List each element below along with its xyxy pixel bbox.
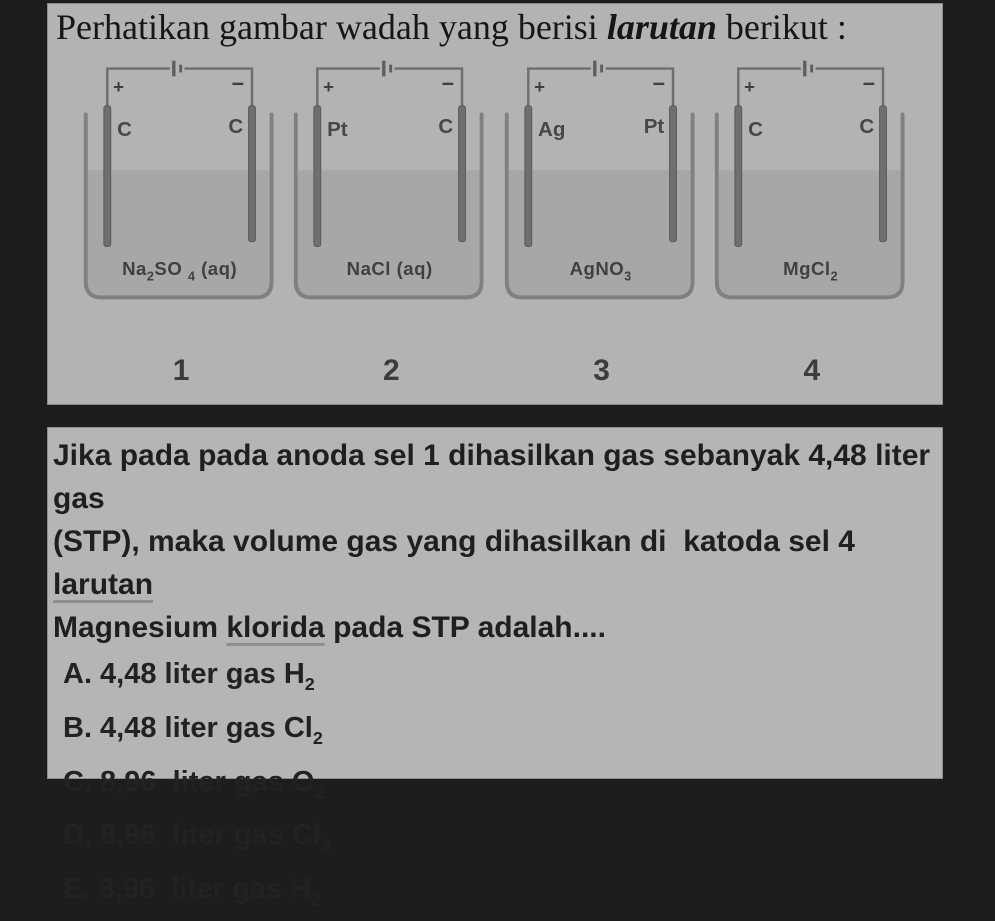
option-subscript: 2: [312, 727, 323, 748]
option-subscript: 2: [314, 781, 325, 802]
option-label: B.: [63, 711, 92, 744]
option-subscript: 2: [311, 888, 322, 909]
cell-number-3: 3: [593, 354, 610, 387]
option-row-E: [63, 867, 932, 921]
question-segment: (STP), maka volume gas yang dihasilkan di katoda sel 4: [53, 525, 864, 558]
underlined-word: klorida: [226, 611, 325, 644]
electrolysis-cell-4: [707, 56, 917, 306]
electrode-right: [879, 106, 886, 242]
solution-label: AgNO$_3$: [569, 257, 632, 284]
battery-icon: [174, 61, 181, 77]
option-subscript: 2: [320, 835, 331, 856]
option-text: 8,96 liter gas Cl: [92, 819, 321, 852]
minus-sign: −: [651, 72, 665, 97]
electrolysis-cell-2: [286, 56, 496, 306]
option-subscript: 2: [304, 673, 315, 694]
cell-number-2: 2: [383, 354, 400, 387]
solution-label: $Na_2SO$ $_4$ (aq): [122, 257, 238, 284]
battery-icon: [384, 61, 391, 77]
title-suffix: berikut :: [716, 7, 847, 47]
question-line: [53, 520, 932, 606]
option-text: 8,96 liter gas O: [92, 765, 315, 798]
question-text: [48, 428, 942, 649]
option-text: 4,48 liter gas H: [92, 658, 305, 690]
battery-icon: [594, 61, 601, 77]
question-segment: Jika pada pada anoda sel 1 dihasilkan gas sebanyak 4,48 liter gas: [53, 439, 939, 515]
electrode-right-label: C: [228, 115, 244, 139]
option-label: A.: [63, 658, 92, 690]
question-line: [53, 606, 932, 649]
title-emphasis: larutan: [606, 7, 717, 47]
electrode-left-label: Ag: [537, 118, 565, 142]
option-text: 4,48 liter gas Cl: [92, 711, 313, 744]
option-row-B: [63, 706, 932, 760]
underlined-word: larutan: [53, 568, 154, 601]
option-label: E.: [63, 873, 91, 906]
plus-sign: +: [113, 75, 125, 97]
question-line: [53, 434, 939, 520]
question-segment: pada STP adalah....: [324, 611, 606, 644]
electrode-left: [314, 106, 321, 247]
plus-sign: +: [743, 75, 755, 97]
cell-number-4: 4: [803, 354, 821, 387]
electrode-right-label: C: [859, 115, 874, 139]
electrode-right: [669, 106, 676, 242]
electrolysis-cell-1: [76, 56, 286, 306]
battery-icon: [805, 61, 812, 77]
electrode-left-label: Pt: [327, 118, 348, 142]
option-row-C: [63, 760, 932, 814]
electrode-left: [104, 106, 111, 247]
electrode-left: [524, 106, 531, 247]
electrode-left-label: C: [117, 118, 132, 142]
electrode-right-label: Pt: [643, 115, 664, 139]
plus-sign: +: [323, 75, 335, 97]
electrode-left: [735, 106, 742, 247]
options-list: [48, 649, 942, 921]
cell-numbers-row: [76, 354, 917, 388]
option-label: D.: [63, 819, 92, 852]
solution-label: NaCl (aq): [346, 257, 433, 279]
plus-sign: +: [533, 75, 545, 97]
electrode-right: [249, 106, 256, 242]
solution-label: MgCl$_2$: [782, 257, 838, 284]
minus-sign: −: [441, 72, 455, 97]
minus-sign: −: [231, 72, 245, 97]
cells-row: [76, 56, 917, 306]
figure-panel: [47, 3, 943, 405]
electrode-left-label: C: [747, 118, 763, 142]
electrode-right: [459, 106, 466, 242]
question-segment: Magnesium: [53, 611, 227, 644]
option-text: 8,96 liter gas H: [90, 873, 312, 906]
option-row-A: [63, 652, 932, 706]
cell-number-1: 1: [172, 354, 190, 387]
option-label: C.: [63, 765, 92, 798]
question-title: [56, 6, 847, 48]
question-panel: [47, 427, 943, 909]
title-prefix: Perhatikan gambar wadah yang berisi: [56, 7, 607, 47]
electrode-right-label: C: [438, 115, 454, 139]
option-row-D: [63, 813, 932, 867]
electrolysis-cell-3: [497, 56, 707, 306]
minus-sign: −: [862, 72, 875, 97]
